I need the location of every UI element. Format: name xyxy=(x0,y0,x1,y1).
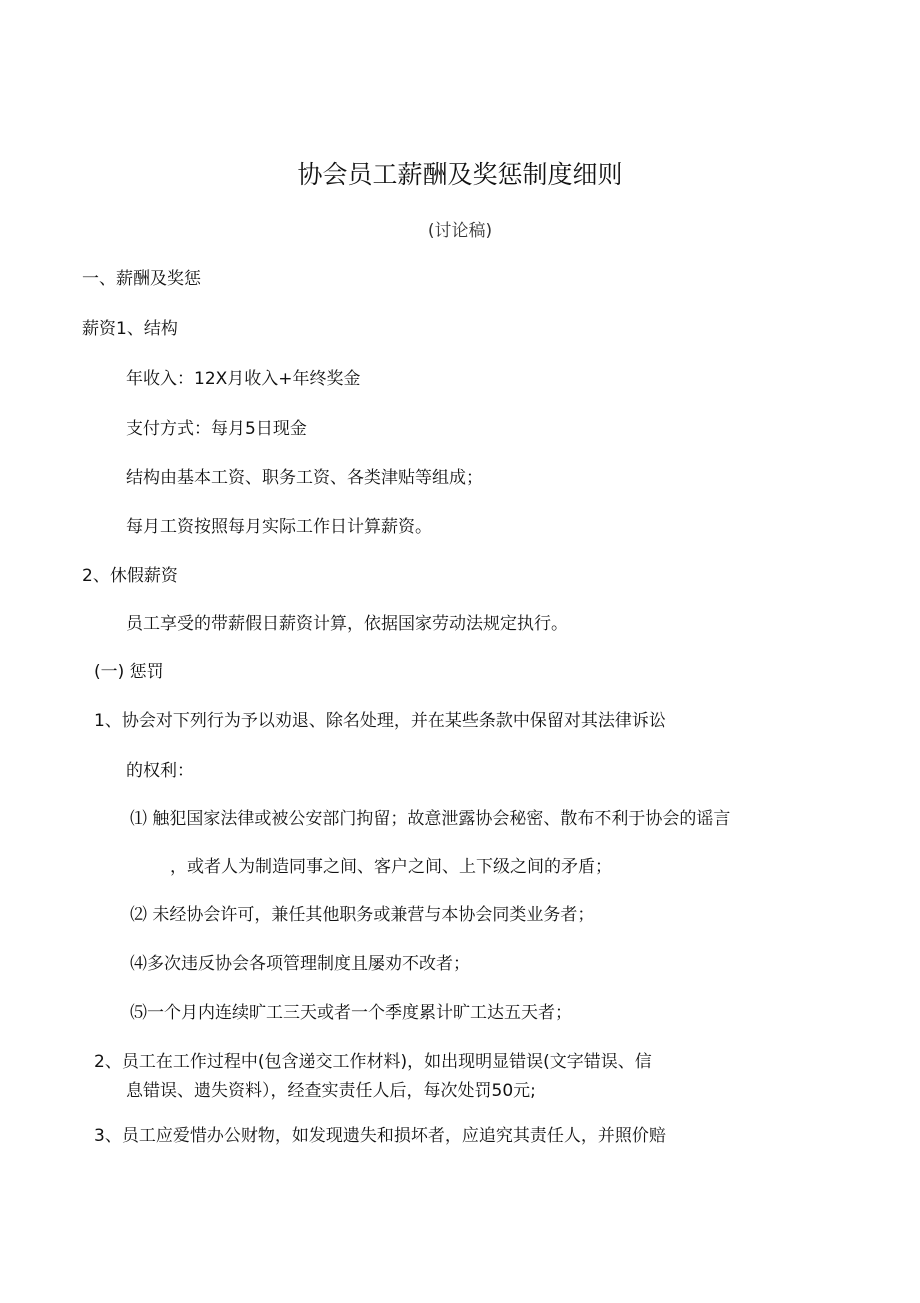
item-2-line-1: 2、员工在工作过程中(包含递交工作材料)，如出现明显错误(文字错误、信 xyxy=(94,1052,652,1072)
leave-salary-heading: 2、休假薪资 xyxy=(82,566,178,586)
item-2-line-2: 息错误、遗失资料），经查实责任人后，每次处罚50元; xyxy=(126,1081,536,1101)
payment-method-line: 支付方式：每月5日现金 xyxy=(126,419,307,439)
item-1-line-2: 的权利： xyxy=(126,761,194,781)
section-heading-compensation: 一、薪酬及奖惩 xyxy=(82,269,201,289)
document-subtitle: (讨论稿) xyxy=(427,221,493,241)
document-title: 协会员工薪酬及奖惩制度细则 xyxy=(297,160,623,189)
structure-composition-line: 结构由基本工资、职务工资、各类津贴等组成； xyxy=(126,468,483,488)
sub-item-1-line-2: ，或者人为制造同事之间、客户之间、上下级之间的矛盾； xyxy=(170,857,612,877)
monthly-calculation-line: 每月工资按照每月实际工作日计算薪资。 xyxy=(126,517,432,537)
sub-item-2: ⑵ 未经协会许可，兼任其他职务或兼营与本协会同类业务者； xyxy=(130,905,595,925)
annual-income-line: 年收入：12X月收入+年终奖金 xyxy=(126,369,361,389)
leave-salary-text: 员工享受的带薪假日薪资计算，依据国家劳动法规定执行。 xyxy=(126,614,568,634)
sub-item-1-line-1: ⑴ 触犯国家法律或被公安部门拘留；故意泄露协会秘密、散布不利于协会的谣言 xyxy=(130,809,731,829)
salary-structure-heading: 薪资1、结构 xyxy=(82,319,178,339)
penalty-heading: (一) 惩罚 xyxy=(94,662,164,682)
item-1-line-1: 1、协会对下列行为予以劝退、除名处理，并在某些条款中保留对其法律诉讼 xyxy=(94,711,666,731)
item-3-line-1: 3、员工应爱惜办公财物，如发现遗失和损坏者，应追究其责任人，并照价赔 xyxy=(94,1126,666,1146)
sub-item-5: ⑸一个月内连续旷工三天或者一个季度累计旷工达五天者； xyxy=(130,1003,572,1023)
sub-item-4: ⑷多次违反协会各项管理制度且屡劝不改者； xyxy=(130,954,470,974)
